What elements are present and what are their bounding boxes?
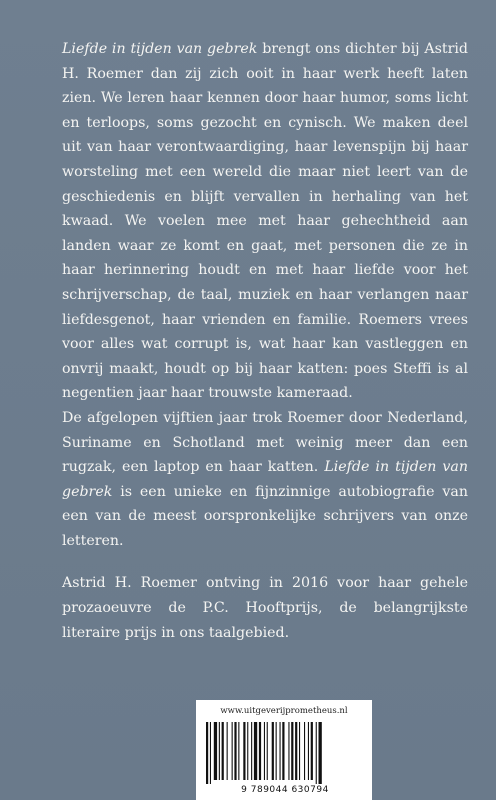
- barcode-bar: [304, 722, 305, 780]
- barcode-bar: [299, 722, 300, 780]
- paragraph-prize: Astrid H. Roemer ontving in 2016 voor haar gehele prozaoeuvre de P.C. Hooftprijs, de belangrijkste literaire prijs in ons taalgebied.: [62, 575, 468, 641]
- barcode-bar: [316, 722, 317, 784]
- paragraph-travels-text-before: De afgelopen vijftien jaar trok Roemer door Nederland, Suriname en Schotland met weinig meer dan een rugzak, een laptop en haar katten.: [62, 409, 468, 476]
- barcode-area: [196, 700, 372, 800]
- barcode-graphic: [204, 722, 364, 784]
- barcode-bar: [238, 722, 239, 780]
- barcode-bar: [319, 722, 322, 784]
- barcode-bar: [282, 722, 284, 780]
- barcode-bar: [247, 722, 248, 780]
- barcode-bar: [219, 722, 220, 780]
- paragraph-intro: [62, 37, 468, 406]
- isbn-digits: 9 789044 630794: [241, 785, 329, 795]
- barcode-bar: [251, 722, 252, 780]
- barcode-bar: [280, 722, 281, 780]
- paragraph-intro-text: brengt ons dichter bij Astrid H. Roemer dan zij zich ooit in haar werk heeft laten zien. We leren haar kennen door haar humor, soms licht en terloops, soms gezocht en cynisch. We maken deel uit van haar verontwaardiging, haar levenspijn bij haar worsteling met een wereld die maar niet leert van de geschiedenis en blijft vervallen in herhaling van het kwaad. We voelen mee met haar gehechtheid aan landen waar ze komt en gaat, met personen die ze in haar herinnering houdt en met haar liefde voor het schrijverschap, de taal, muziek en haar verlangen naar liefdesgenot, haar vrienden en familie. Roemers vrees voor alles wat corrupt is, wat haar kan vastleggen en onvrij maakt, houdt op bij haar katten: poes Steffi is al negentien jaar haar trouwste kameraad.: [62, 41, 469, 402]
- paragraph-travels: [62, 406, 468, 554]
- barcode-bar: [206, 722, 208, 784]
- barcode-bar: [259, 722, 261, 780]
- barcode-bar: [232, 722, 233, 780]
- paragraph-travels-text-after: is een unieke en fijnzinnige autobiografie van een van de meest oorspronkelijke schrijvers van onze letteren.: [62, 483, 468, 549]
- barcode-bar: [210, 722, 211, 784]
- barcode-bar: [243, 722, 245, 780]
- blurb-text: [62, 37, 468, 645]
- book-title-italic: Liefde in tijden van gebrek: [62, 41, 258, 57]
- barcode-bar: [214, 722, 217, 780]
- barcode-bar: [288, 722, 289, 780]
- barcode-bar: [227, 722, 228, 780]
- barcode-bar: [264, 722, 265, 780]
- barcode-bar: [295, 722, 297, 780]
- publisher-url: www.uitgeverijprometheus.nl: [220, 706, 348, 716]
- barcode-bar: [291, 722, 293, 780]
- barcode-bar: [308, 722, 309, 780]
- barcode-bar: [272, 722, 274, 780]
- barcode-bar: [234, 722, 236, 780]
- barcode-bar: [311, 722, 313, 780]
- barcode-bar: [276, 722, 277, 780]
- barcode-bar: [267, 722, 268, 780]
- barcode-bar: [222, 722, 224, 780]
- book-title-italic: Liefde in tijden van gebrek: [62, 459, 468, 500]
- barcode-bar: [254, 722, 257, 780]
